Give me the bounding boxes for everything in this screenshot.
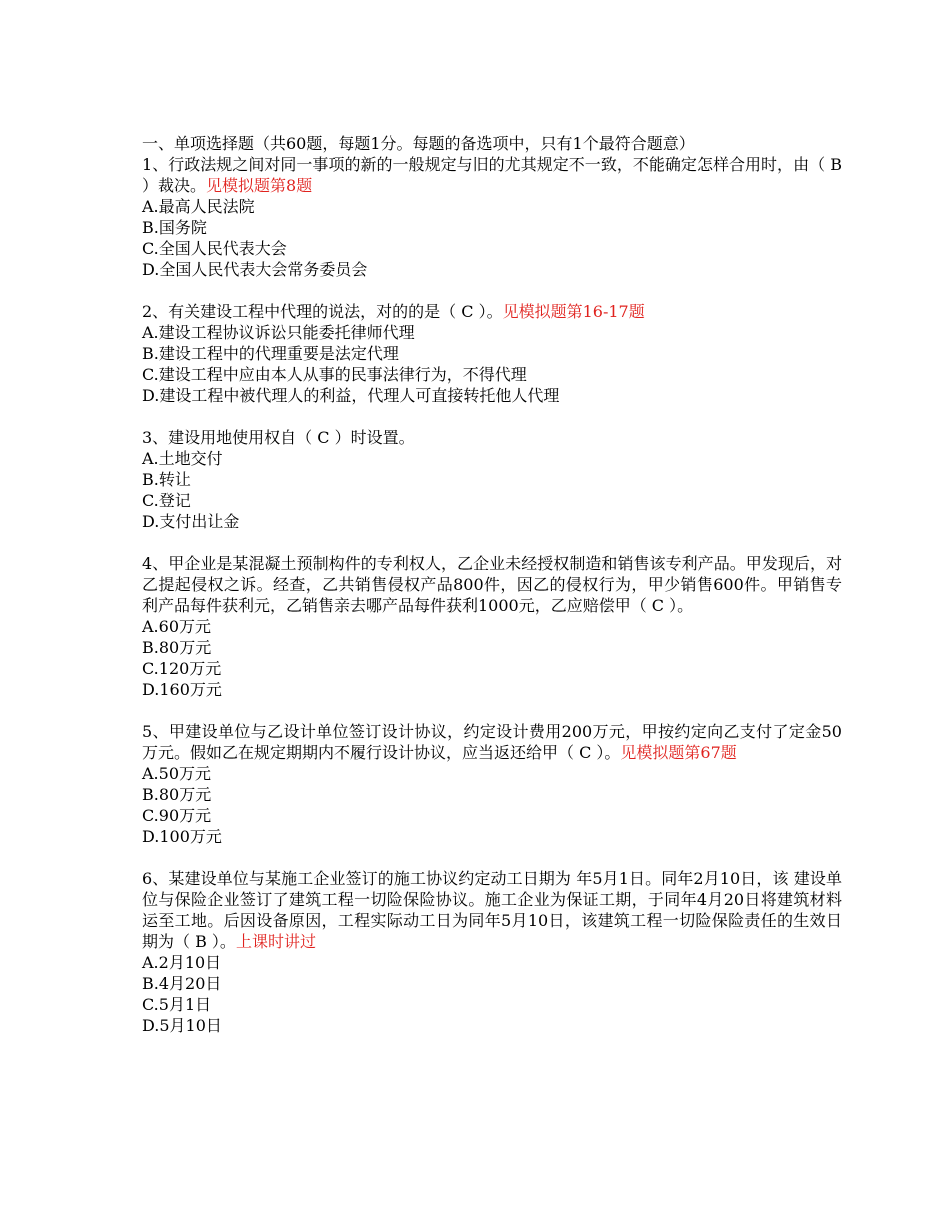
question-3-option-d: D.支付出让金 [142,512,240,531]
question-2-text: 2、有关建设工程中代理的说法，对的的是（ C ）。 [142,302,503,321]
question-2-option-d: D.建设工程中被代理人的利益，代理人可直接转托他人代理 [142,386,560,405]
question-3-option-b: B.转让 [142,470,191,489]
question-1-option-b: B.国务院 [142,218,207,237]
question-4-option-a: A.60万元 [142,617,212,636]
question-2-note: 见模拟题第16-17题 [502,302,645,321]
question-6-note: 上课时讲过 [235,932,316,951]
question-6-option-a: A.2月10日 [142,953,222,972]
paragraph-gap [142,847,842,868]
question-2-option-a: A.建设工程协议诉讼只能委托律师代理 [142,323,415,342]
paragraph-gap [142,700,842,721]
question-6-option-c: C.5月1日 [142,995,212,1014]
question-2-stem [142,301,842,322]
paragraph-gap [142,280,842,301]
question-1-option-a: A.最高人民法院 [142,197,255,216]
section-heading: 一、单项选择题（共60题，每题1分。每题的备选项中，只有1个最符合题意） [142,134,695,153]
question-1-note: 见模拟题第8题 [206,176,313,195]
question-1-option-d: D.全国人民代表大会常务委员会 [142,260,368,279]
question-5-text: 5、甲建设单位与乙设计单位签订设计协议，约定设计费用200万元，甲按约定向乙支付了定金50万元。假如乙在规定期期内不履行设计协议，应当返还给甲（ C ）。 [142,722,842,762]
question-6-stem [142,868,842,952]
question-3-option-c: C.登记 [142,491,191,510]
question-5-option-d: D.100万元 [142,827,222,846]
question-1-stem [142,154,842,196]
question-3-text: 3、建设用地使用权自（ C ）时设置。 [142,428,415,447]
question-6-option-d: D.5月10日 [142,1016,222,1035]
question-1-text: 1、行政法规之间对同一事项的新的一般规定与旧的尤其规定不一致，不能确定怎样合用时，由（ B ）裁决。 [142,155,842,195]
question-5-option-c: C.90万元 [142,806,212,825]
question-3-option-a: A.土地交付 [142,449,223,468]
question-6-option-b: B.4月20日 [142,974,222,993]
question-2-option-b: B.建设工程中的代理重要是法定代理 [142,344,399,363]
question-6-text: 6、某建设单位与某施工企业签订的施工协议约定动工日期为 年5月1日。同年2月10日，该 建设单位与保险企业签订了建筑工程一切险保险协议。施工企业为保证工期，于同年4月20日将建筑材料运至工地。后因设备原因，工程实际动工日为同年5月10日，该建筑工程一切险保险责任的生效日期为（ B ）。 [142,869,842,951]
paragraph-gap [142,532,842,553]
question-1-option-c: C.全国人民代表大会 [142,239,287,258]
question-5-option-b: B.80万元 [142,785,212,804]
question-5-stem [142,721,842,763]
question-4-option-d: D.160万元 [142,680,222,699]
question-4-option-b: B.80万元 [142,638,212,657]
question-5-option-a: A.50万元 [142,764,212,783]
question-3-stem [142,427,842,448]
question-4-stem [142,553,842,616]
document-page [142,133,842,1036]
question-2-option-c: C.建设工程中应由本人从事的民事法律行为，不得代理 [142,365,527,384]
question-4-text: 4、甲企业是某混凝土预制构件的专利权人，乙企业未经授权制造和销售该专利产品。甲发现后，对乙提起侵权之诉。经查，乙共销售侵权产品800件，因乙的侵权行为，甲少销售600件。甲销售专利产品每件获利元，乙销售亲去哪产品每件获利1000元，乙应赔偿甲（ C ）。 [142,554,842,615]
question-4-option-c: C.120万元 [142,659,222,678]
paragraph-gap [142,406,842,427]
question-5-note: 见模拟题第67题 [620,743,737,762]
